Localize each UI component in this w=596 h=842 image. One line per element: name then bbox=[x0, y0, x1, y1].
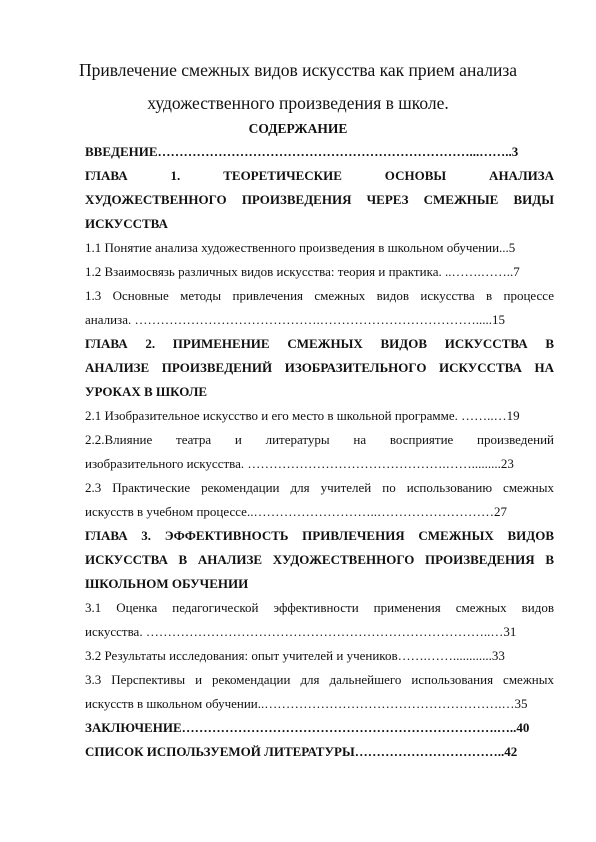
toc-entry-2-2-line-2: изобразительного искусства. ……………………………………….…….........23 bbox=[85, 456, 514, 471]
toc-entry-2-3-line-2: искусств в учебном процессе..………………………..………………………27 bbox=[85, 504, 507, 519]
toc-chapter-1-line-3: ИСКУССТВА bbox=[85, 216, 168, 231]
toc-entry-1-1: 1.1 Понятие анализа художественного произведения в школьном обучении...5 bbox=[85, 240, 516, 255]
toc-chapter-3-line-1: ГЛАВА 3. ЭФФЕКТИВНОСТЬ ПРИВЛЕЧЕНИЯ СМЕЖНЫХ ВИДОВ bbox=[85, 528, 554, 543]
toc-entry-bibliography: СПИСОК ИСПОЛЬЗУЕМОЙ ЛИТЕРАТУРЫ……………………………..42 bbox=[85, 744, 518, 759]
toc-chapter-3-line-3: ШКОЛЬНОМ ОБУЧЕНИИ bbox=[85, 576, 249, 591]
toc-entry-1-2: 1.2 Взаимосвязь различных видов искусства: теория и практика. ..…….……..7 bbox=[85, 264, 520, 279]
toc-entry-3-1-line-1: 3.1 Оценка педагогической эффективности применения смежных видов bbox=[85, 600, 554, 615]
toc-entry-3-3-line-2: искусств в школьном обучении..……………………………………………….…35 bbox=[85, 696, 528, 711]
toc-chapter-2-line-3: УРОКАХ В ШКОЛЕ bbox=[85, 384, 208, 399]
toc-entry-3-2: 3.2 Результаты исследования: опыт учителей и учеников…….……............33 bbox=[85, 648, 505, 663]
toc-entry-intro: ВВЕДЕНИЕ………………………………………………………………...……..3 bbox=[85, 144, 519, 159]
toc-entry-3-1-line-2: искусства. ……………………………………………………………………..…31 bbox=[85, 624, 517, 639]
toc-entry-conclusion: ЗАКЛЮЧЕНИЕ……………………………………………………………….…..40 bbox=[85, 720, 530, 735]
toc-chapter-3-line-2: ИСКУССТВА В АНАЛИЗЕ ХУДОЖЕСТВЕННОГО ПРОИЗВЕДЕНИЯ В bbox=[85, 552, 554, 567]
toc-entry-3-3-line-1: 3.3 Перспективы и рекомендации для дальнейшего использования смежных bbox=[85, 672, 554, 687]
toc-heading: СОДЕРЖАНИЕ bbox=[248, 121, 348, 136]
toc-entry-1-3-line-1: 1.3 Основные методы привлечения смежных видов искусства в процессе bbox=[85, 288, 554, 303]
title-line-1: Привлечение смежных видов искусства как прием анализа bbox=[78, 60, 518, 80]
toc-entry-2-3-line-1: 2.3 Практические рекомендации для учителей по использованию смежных bbox=[85, 480, 554, 495]
toc-entry-2-2-line-1: 2.2.Влияние театра и литературы на восприятие произведений bbox=[85, 432, 554, 447]
toc-chapter-1-line-1: ГЛАВА 1. ТЕОРЕТИЧЕСКИЕ ОСНОВЫ АНАЛИЗА bbox=[85, 168, 554, 183]
toc-chapter-2-line-2: АНАЛИЗЕ ПРОИЗВЕДЕНИЙ ИЗОБРАЗИТЕЛЬНОГО ИСКУССТВА НА bbox=[85, 360, 554, 375]
title-line-2: художественного произведения в школе. bbox=[147, 93, 449, 113]
toc-entry-1-3-line-2: анализа. …………………………………….……………………………….....15 bbox=[85, 312, 505, 327]
toc-chapter-1-line-2: ХУДОЖЕСТВЕННОГО ПРОИЗВЕДЕНИЯ ЧЕРЕЗ СМЕЖНЫЕ ВИДЫ bbox=[85, 192, 554, 207]
toc-entry-2-1: 2.1 Изобразительное искусство и его место в школьной программе. ……..…19 bbox=[85, 408, 520, 423]
toc-chapter-2-line-1: ГЛАВА 2. ПРИМЕНЕНИЕ СМЕЖНЫХ ВИДОВ ИСКУССТВА В bbox=[85, 336, 554, 351]
